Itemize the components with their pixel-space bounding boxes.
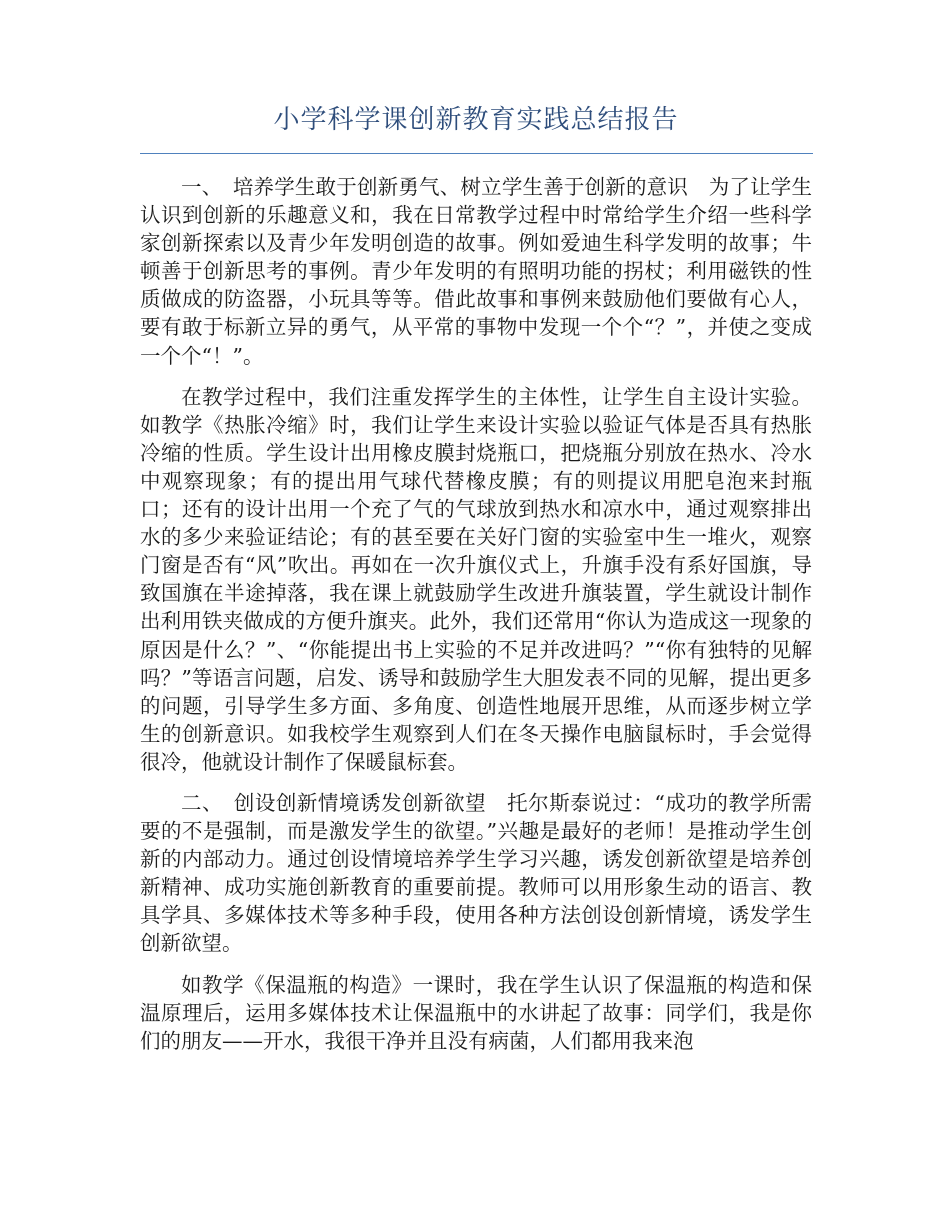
title-divider — [140, 153, 813, 154]
paragraph-3: 二、 创设创新情境诱发创新欲望 托尔斯泰说过：“成功的教学所需要的不是强制，而是激发学生的欲望。”兴趣是最好的老师！是推动学生创新的内部动力。通过创设情境培养学生学习兴趣，诱发创新欲望是培养创新精神、成功实施创新教育的重要前提。教师可以用形象生动的语言、教具学具、多媒体技术等多种手段，使用各种方法创设创新情境，诱发学生创新欲望。 — [140, 790, 812, 956]
paragraph-4: 如教学《保温瓶的构造》一课时，我在学生认识了保温瓶的构造和保温原理后，运用多媒体技术让保温瓶中的水讲起了故事：同学们，我是你们的朋友——开水，我很干净并且没有病菌，人们都用我来泡 — [140, 972, 812, 1053]
document-body — [140, 173, 812, 1068]
paragraph-2: 在教学过程中，我们注重发挥学生的主体性，让学生自主设计实验。如教学《热胀冷缩》时，我们让学生来设计实验以验证气体是否具有热胀冷缩的性质。学生设计出用橡皮膜封烧瓶口，把烧瓶分别放在热水、冷水中观察现象；有的提出用气球代替橡皮膜；有的则提议用肥皂泡来封瓶口；还有的设计出用一个充了气的气球放到热水和凉水中，通过观察排出水的多少来验证结论；有的甚至要在关好门窗的实验室中生一堆火，观察门窗是否有“风”吹出。再如在一次升旗仪式上，升旗手没有系好国旗，导致国旗在半途掉落，我在课上就鼓励学生改进升旗装置，学生就设计制作出利用铁夹做成的方便升旗夹。此外，我们还常用“你认为造成这一现象的原因是什么？”、“你能提出书上实验的不足并改进吗？”“你有独特的见解吗？”等语言问题，启发、诱导和鼓励学生大胆发表不同的见解，提出更多的问题，引导学生多方面、多角度、创造性地展开思维，从而逐步树立学生的创新意识。如我校学生观察到人们在冬天操作电脑鼠标时，手会觉得很冷，他就设计制作了保暖鼠标套。 — [140, 384, 812, 774]
paragraph-1: 一、 培养学生敢于创新勇气、树立学生善于创新的意识 为了让学生认识到创新的乐趣意义和，我在日常教学过程中时常给学生介绍一些科学家创新探索以及青少年发明创造的故事。例如爱迪生科学发明的故事；牛顿善于创新思考的事例。青少年发明的有照明功能的拐杖；利用磁铁的性质做成的防盗器，小玩具等等。借此故事和事例来鼓励他们要做有心人，要有敢于标新立异的勇气，从平常的事物中发现一个个“？”，并使之变成一个个“！”。 — [140, 175, 812, 368]
document-title: 小学科学课创新教育实践总结报告 — [273, 105, 679, 135]
